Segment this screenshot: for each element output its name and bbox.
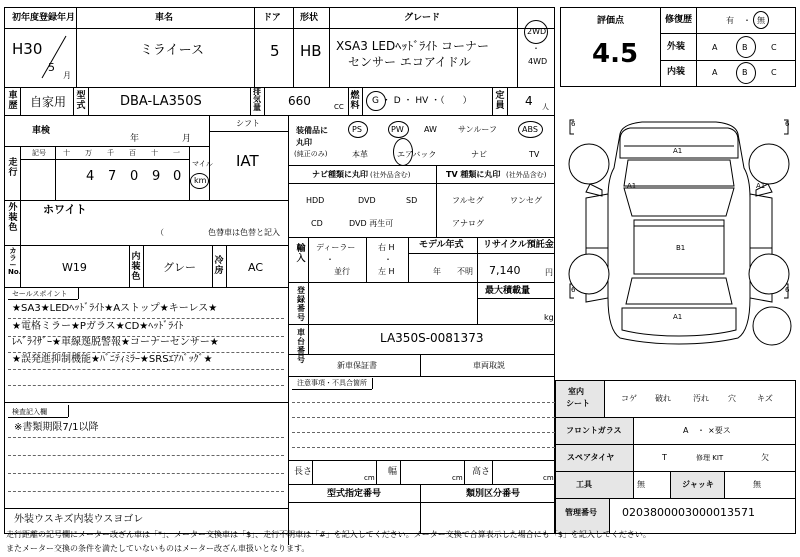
repair-no: 無	[757, 16, 765, 25]
equip-pw: PW	[391, 125, 404, 134]
seat-label-1: 室内	[568, 387, 584, 396]
displacement-value: 660	[288, 94, 311, 108]
doc-new-car: 新車保証書	[337, 361, 377, 370]
spare-tire-kit: 修理 KIT	[696, 454, 724, 462]
sales-point-line-2: ★電格ミラー★Pガラス★CD★ﾍｯﾄﾞﾗｲﾄ	[12, 321, 184, 332]
dim-height-unit: cm	[543, 474, 554, 482]
navi-title: ナビ種類に丸印	[312, 170, 368, 179]
max-load-label: 最大積載量	[485, 286, 531, 296]
import-dealer: ディーラー	[316, 243, 356, 252]
drive-dot: ・	[532, 44, 540, 53]
import-dot: ・	[326, 255, 334, 264]
sales-point-line-1: ★SA3★LEDﾍｯﾄﾞﾗｲﾄ★Aストップ★キーレス★	[12, 303, 218, 314]
exterior-color-label: 外装色	[8, 203, 18, 233]
inspector-label: 検査記入欄	[12, 408, 47, 416]
repair-dot: ・	[743, 16, 751, 25]
diagram-b1: B1	[676, 244, 686, 252]
sales-point-line-3: ﾚﾍﾞﾗｲｻﾞｰ★車線逸脱警報★コーナーセンサー★	[12, 337, 219, 348]
digit-label-0: 十	[63, 149, 70, 157]
inspection-year: 年	[130, 134, 140, 144]
mileage-digit-4: 9	[152, 169, 161, 184]
shift-value: IAT	[236, 152, 259, 170]
mile-label: マイル	[192, 160, 213, 168]
navi-sd: SD	[406, 196, 418, 205]
management-label: 管理番号	[565, 508, 597, 517]
bottom-note: 外装ウスキズ内装ウスヨゴレ	[14, 514, 144, 525]
equipment-label-1: 装備品に	[296, 126, 328, 135]
import-parallel: 並行	[334, 267, 350, 276]
handle-right: 右 H	[378, 243, 395, 252]
model-year-label: モデル年式	[419, 240, 464, 250]
type-approval-label: 型式指定番号	[327, 489, 382, 499]
displacement-unit: CC	[334, 103, 344, 111]
usage-label: 車歴	[8, 91, 18, 111]
mileage-digit-5: 0	[173, 169, 182, 184]
spare-tire-t: T	[662, 453, 667, 462]
tv-analog: アナログ	[452, 219, 484, 228]
grade-line1: XSA3 LEDﾍｯﾄﾞﾗｲﾄ コーナー	[336, 39, 490, 53]
interior-color-label: 内装色	[131, 252, 141, 282]
diagram-a1-top: A1	[673, 147, 683, 155]
windshield-label: フロントガラス	[566, 426, 622, 435]
tv-fullseg: フルセグ	[452, 196, 484, 205]
navi-sub: (社外品含む)	[370, 171, 411, 179]
spare-tire-label: スペアタイヤ	[567, 453, 615, 462]
tv-oneseg: ワンセグ	[510, 196, 542, 205]
seat-dirt: 汚れ	[693, 394, 709, 403]
grade-label: グレード	[404, 13, 441, 23]
model-year-unknown: 不明	[457, 267, 473, 276]
equip-aw: AW	[424, 125, 437, 134]
diagram-a1-left: A1	[627, 182, 637, 190]
tv-title: TV 種類に丸印	[446, 170, 501, 179]
car-name-label: 車名	[155, 13, 174, 23]
shift-label: シフト	[236, 119, 260, 128]
first-reg-month-unit: 月	[63, 71, 71, 80]
rating-label: 評価点	[597, 16, 625, 26]
handle-dot: ・	[384, 255, 392, 264]
tv-sub: (社外品含む)	[506, 171, 547, 179]
dim-width-unit: cm	[452, 474, 463, 482]
first-reg-label: 初年度登録年月	[12, 13, 76, 23]
doc-manual: 車両取説	[473, 361, 505, 370]
interior-grade-label: 内装	[667, 67, 686, 77]
spare-tire-none: 欠	[761, 453, 769, 462]
jack-value: 無	[753, 480, 761, 489]
navi-dvd: DVD	[358, 196, 376, 205]
fuel-options: G ・ D ・ HV ・（ ）	[372, 96, 472, 106]
exterior-grade-label: 外装	[667, 42, 686, 52]
inspector-line-1: ※書類期限7/1以降	[14, 422, 99, 433]
dim-width-label: 幅	[388, 467, 398, 477]
model-year-year: 年	[433, 267, 441, 276]
recycle-unit: 円	[545, 268, 553, 277]
digit-label-1: 万	[85, 149, 92, 157]
aircon-label: 冷房	[214, 256, 224, 276]
exterior-color-note: 色替車は色替と記入	[208, 228, 280, 237]
diagram-six-2: 6	[785, 120, 790, 128]
equip-leather: 本革	[352, 150, 368, 159]
capacity-unit: 人	[542, 103, 549, 111]
exterior-grade-b: B	[742, 43, 748, 52]
windshield-replace: ×要ス	[708, 426, 731, 435]
aircon-value: AC	[248, 261, 264, 274]
equipment-label-3: (純正のみ)	[294, 150, 328, 158]
capacity-label: 定員	[495, 91, 505, 111]
diagram-a1-right: A1	[756, 182, 766, 190]
car-name: ミライース	[140, 43, 204, 58]
diagram-six-1: 6	[571, 120, 576, 128]
seat-label-2: シート	[566, 399, 590, 408]
fuel-label: 燃料	[350, 91, 360, 111]
shape-value: HB	[300, 42, 322, 60]
doors-value: 5	[270, 42, 280, 60]
equip-navi: ナビ	[471, 150, 487, 159]
equipment-label-2: 丸印	[296, 138, 312, 147]
recycle-value: 7,140	[489, 264, 521, 277]
seat-burn: コゲ	[621, 394, 637, 403]
chassis-value: LA350S-0081373	[380, 331, 484, 345]
registration-label: 登録番号	[297, 286, 305, 322]
dim-length-label: 長さ	[294, 467, 313, 477]
door-label: ドア	[263, 13, 281, 23]
digit-label-4: 十	[151, 149, 158, 157]
exterior-color-value: ホワイト	[43, 203, 87, 216]
usage-value: 自家用	[30, 95, 67, 109]
diagram-six-4: 6	[785, 286, 790, 294]
sales-points-label: セールスポイント	[12, 290, 68, 298]
equip-airbag: エアバック	[397, 150, 437, 159]
repair-label: 修復歴	[665, 15, 693, 25]
inspection-label: 車検	[32, 126, 51, 136]
mileage-label: 走行	[8, 158, 18, 178]
capacity-value: 4	[525, 94, 533, 108]
displacement-label: 排気量	[253, 87, 261, 112]
seat-hole: 穴	[728, 394, 736, 403]
import-label: 輸入	[296, 244, 306, 264]
navi-cd: CD	[311, 219, 323, 228]
interior-grade-c: C	[771, 68, 777, 77]
notes-label: 注意事項・不具合箇所	[297, 379, 367, 387]
repair-yes: 有	[726, 16, 734, 25]
dim-height-label: 高さ	[472, 467, 491, 477]
model-label: 型式	[76, 91, 86, 111]
max-load-unit: kg	[544, 313, 554, 322]
equip-ps: PS	[352, 125, 362, 134]
tools-label: 工具	[576, 480, 592, 489]
mileage-digit-2: 7	[108, 169, 117, 184]
seat-tear: 破れ	[655, 394, 671, 403]
interior-grade-a: A	[712, 68, 718, 77]
rating-score: 4.5	[592, 39, 639, 69]
exterior-grade-c: C	[771, 43, 777, 52]
class-no-label: 類別区分番号	[466, 489, 521, 499]
digit-label-3: 百	[129, 149, 136, 157]
navi-hdd: HDD	[306, 196, 325, 205]
handle-left: 左 H	[378, 267, 395, 276]
interior-color-value: グレー	[163, 261, 196, 274]
footer-line-2: またメーター交換の条件を満たしていないものはメーター改ざん車扱いとなります。	[6, 544, 310, 553]
first-reg-year: H30	[12, 40, 43, 58]
shape-label: 形状	[300, 13, 319, 23]
grade-line2: センサー エコアイドル	[348, 55, 471, 69]
km-label: km	[194, 176, 207, 185]
diagram-six-3: 6	[571, 286, 576, 294]
exterior-color-paren: （ ）	[156, 228, 228, 237]
digit-label-5: 一	[173, 149, 180, 157]
seat-scratch: キズ	[757, 394, 773, 403]
mileage-digit-3: 0	[130, 169, 139, 184]
mileage-digit-1: 4	[86, 169, 95, 184]
management-value: 0203800003000013571	[622, 506, 755, 519]
color-no-value: W19	[62, 261, 87, 274]
drive-4wd: 4WD	[528, 57, 548, 66]
windshield-dot: ・	[697, 426, 705, 435]
chassis-label: 車台番号	[297, 328, 305, 364]
model-value: DBA-LA350S	[120, 94, 202, 109]
windshield-a: A	[683, 426, 689, 435]
tools-value: 無	[637, 480, 645, 489]
recycle-label: リサイクル預託金	[483, 240, 554, 250]
exterior-grade-a: A	[712, 43, 718, 52]
dim-length-unit: cm	[364, 474, 375, 482]
drive-2wd: 2WD	[527, 27, 547, 36]
footer-line-1: 走行距離の記号欄にメーター改ざん車は「*」、メーター交換車は「$」、走行不明車は「#」を記入してください。メーター交換で合算表示した場合にも「$」を記入してください。	[6, 530, 651, 539]
mileage-code-label: 記号	[32, 149, 46, 157]
interior-grade-b: B	[742, 68, 748, 77]
equip-abs: ABS	[522, 125, 538, 134]
diagram-a1-bottom: A1	[673, 313, 683, 321]
inspection-month: 月	[182, 134, 192, 144]
equip-sunroof: サンルーフ	[458, 125, 497, 134]
jack-label: ジャッキ	[682, 480, 714, 489]
sales-point-line-4: ★誤発進抑制機能★ﾊﾞﾆﾃｨﾐﾗｰ★SRSｴｱﾊﾞｯｸﾞ★	[12, 354, 213, 365]
first-reg-month: 5	[48, 61, 55, 74]
digit-label-2: 千	[107, 149, 114, 157]
equip-tv: TV	[529, 150, 540, 159]
color-no-label: カラーNo.	[8, 247, 22, 276]
navi-dvd-play: DVD 再生可	[349, 219, 394, 228]
